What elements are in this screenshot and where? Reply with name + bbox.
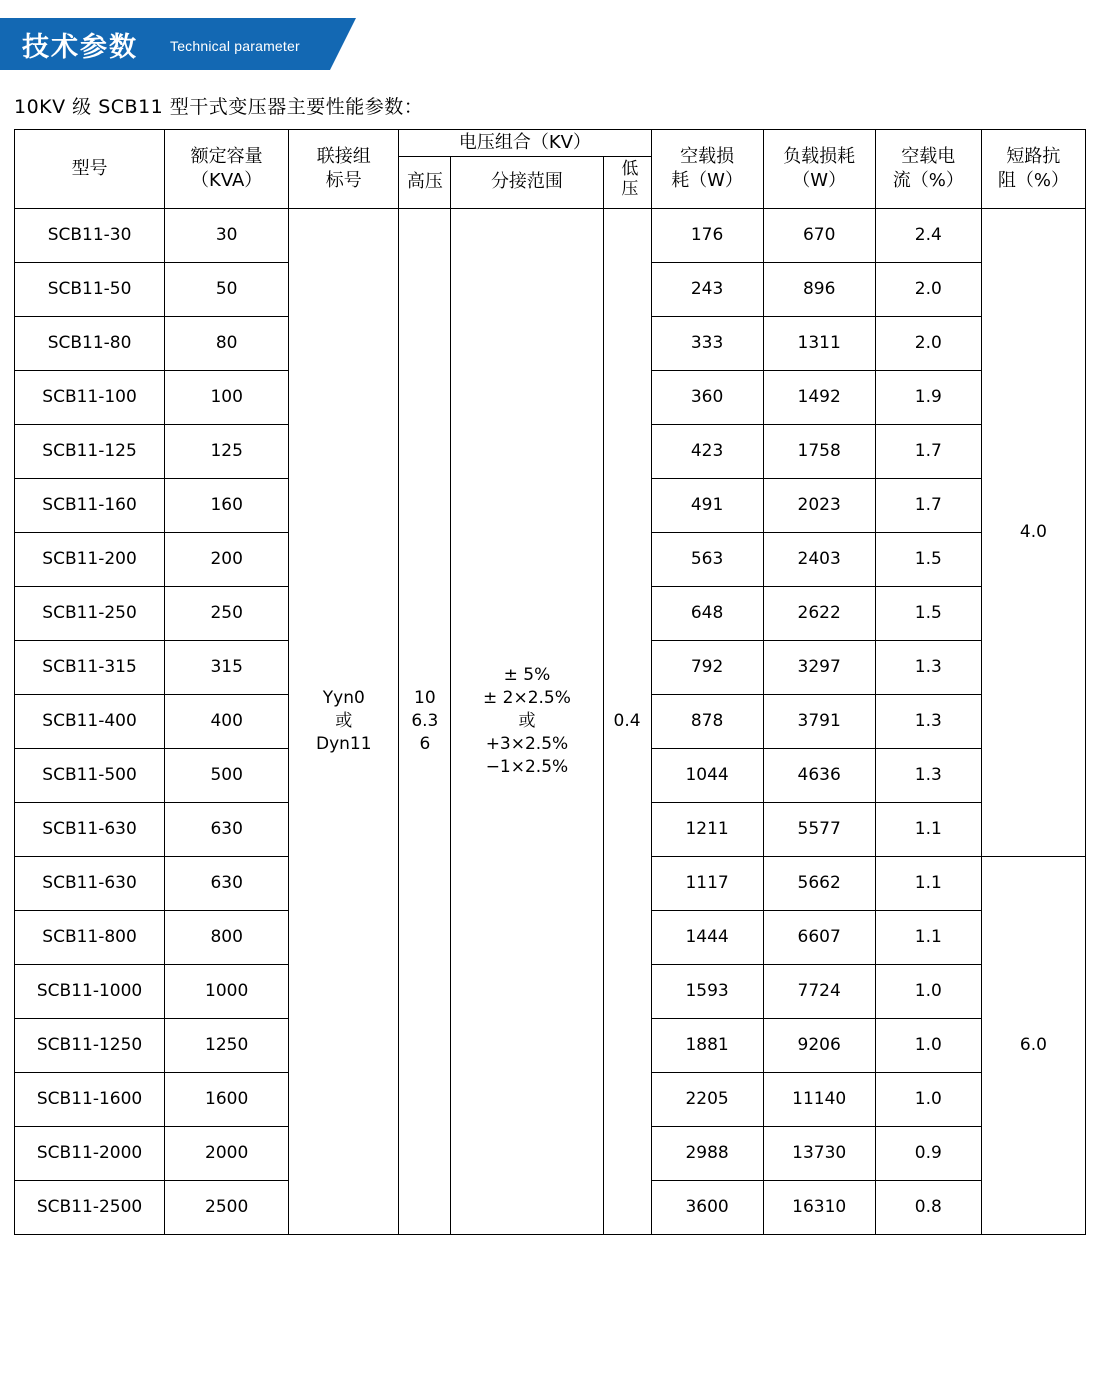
header-rated-capacity-line1: 额定容量 (190, 145, 263, 167)
cell-no-load-current: 1.7 (875, 479, 981, 533)
cell-load-loss: 2023 (763, 479, 875, 533)
header-connection-line2: 标号 (325, 170, 362, 191)
cell-no-load-current: 1.3 (875, 749, 981, 803)
cell-load-loss: 7724 (763, 965, 875, 1019)
header-impedance-line2: 阻（%） (997, 170, 1069, 191)
header-no-load-loss (651, 130, 763, 209)
cell-model: SCB11-2000 (15, 1127, 165, 1181)
tap-value-3: 或 (518, 711, 536, 732)
cell-no-load-current: 1.5 (875, 533, 981, 587)
cell-load-loss: 16310 (763, 1181, 875, 1235)
cell-no-load-loss: 563 (651, 533, 763, 587)
cell-lv-voltage: 0.4 (603, 209, 651, 1235)
cell-capacity: 630 (165, 857, 289, 911)
cell-no-load-current: 1.0 (875, 1019, 981, 1073)
cell-no-load-loss: 1044 (651, 749, 763, 803)
cell-load-loss: 1311 (763, 317, 875, 371)
cell-impedance-group-top: 4.0 (981, 209, 1085, 857)
cell-no-load-current: 0.8 (875, 1181, 981, 1235)
cell-no-load-current: 0.9 (875, 1127, 981, 1181)
cell-model: SCB11-800 (15, 911, 165, 965)
table-row (15, 209, 1086, 263)
cell-load-loss: 896 (763, 263, 875, 317)
cell-no-load-loss: 1444 (651, 911, 763, 965)
cell-model: SCB11-400 (15, 695, 165, 749)
cell-no-load-current: 2.0 (875, 317, 981, 371)
cell-no-load-loss: 423 (651, 425, 763, 479)
cell-capacity: 100 (165, 371, 289, 425)
cell-no-load-current: 1.1 (875, 803, 981, 857)
cell-no-load-loss: 2988 (651, 1127, 763, 1181)
table-body (15, 209, 1086, 1235)
cell-capacity: 800 (165, 911, 289, 965)
table-head (15, 130, 1086, 209)
cell-no-load-current: 2.4 (875, 209, 981, 263)
header-rated-capacity (165, 130, 289, 209)
cell-connection-group (289, 209, 399, 1235)
table-caption: 10KV 级 SCB11 型干式变压器主要性能参数： (14, 96, 424, 118)
cell-no-load-loss: 2205 (651, 1073, 763, 1127)
cell-capacity: 125 (165, 425, 289, 479)
cell-no-load-loss: 360 (651, 371, 763, 425)
cell-no-load-current: 1.3 (875, 695, 981, 749)
cell-no-load-current: 1.7 (875, 425, 981, 479)
header-no-load-current (875, 130, 981, 209)
cell-capacity: 500 (165, 749, 289, 803)
cell-capacity: 1250 (165, 1019, 289, 1073)
cell-capacity: 2000 (165, 1127, 289, 1181)
header-connection-group (289, 130, 399, 209)
cell-model: SCB11-50 (15, 263, 165, 317)
cell-impedance-group-bottom: 6.0 (981, 857, 1085, 1235)
hv-value-1: 10 (414, 688, 436, 709)
cell-no-load-loss: 1881 (651, 1019, 763, 1073)
cell-model: SCB11-500 (15, 749, 165, 803)
header-load-loss-line2: （W） (792, 170, 847, 191)
connection-value-1: Yyn0 (322, 688, 365, 709)
cell-capacity: 250 (165, 587, 289, 641)
cell-no-load-loss: 648 (651, 587, 763, 641)
cell-hv-voltage (399, 209, 451, 1235)
cell-no-load-current: 1.9 (875, 371, 981, 425)
cell-capacity: 2500 (165, 1181, 289, 1235)
cell-capacity: 30 (165, 209, 289, 263)
cell-model: SCB11-630 (15, 803, 165, 857)
connection-value-2: 或 (335, 711, 353, 732)
header-impedance-line1: 短路抗 (1006, 145, 1061, 167)
hv-value-3: 6 (419, 733, 431, 754)
cell-capacity: 200 (165, 533, 289, 587)
cell-capacity: 630 (165, 803, 289, 857)
header-no-load-current-line1: 空载电 (901, 145, 956, 167)
cell-no-load-current: 1.1 (875, 857, 981, 911)
cell-load-loss: 13730 (763, 1127, 875, 1181)
section-banner (0, 18, 360, 70)
cell-load-loss: 4636 (763, 749, 875, 803)
cell-capacity: 400 (165, 695, 289, 749)
cell-load-loss: 670 (763, 209, 875, 263)
cell-model: SCB11-315 (15, 641, 165, 695)
cell-model: SCB11-80 (15, 317, 165, 371)
header-model: 型号 (15, 130, 165, 209)
header-connection-line1: 联接组 (316, 145, 371, 167)
header-no-load-loss-line1: 空载损 (680, 145, 735, 167)
cell-model: SCB11-160 (15, 479, 165, 533)
cell-no-load-loss: 3600 (651, 1181, 763, 1235)
cell-model: SCB11-1600 (15, 1073, 165, 1127)
cell-tap-range (451, 209, 603, 1235)
cell-no-load-loss: 1211 (651, 803, 763, 857)
tap-value-5: −1×2.5% (485, 756, 569, 777)
cell-load-loss: 1758 (763, 425, 875, 479)
cell-model: SCB11-250 (15, 587, 165, 641)
cell-no-load-current: 1.3 (875, 641, 981, 695)
cell-capacity: 1600 (165, 1073, 289, 1127)
header-no-load-loss-line2: 耗（W） (671, 170, 743, 191)
cell-load-loss: 9206 (763, 1019, 875, 1073)
tap-value-2: ± 2×2.5% (482, 688, 571, 709)
cell-capacity: 160 (165, 479, 289, 533)
spec-table-wrapper (14, 129, 1086, 1235)
header-short-circuit-impedance (981, 130, 1085, 209)
banner-title-en: Technical parameter (170, 38, 300, 54)
cell-model: SCB11-200 (15, 533, 165, 587)
cell-model: SCB11-1000 (15, 965, 165, 1019)
cell-model: SCB11-125 (15, 425, 165, 479)
cell-load-loss: 2403 (763, 533, 875, 587)
cell-load-loss: 5662 (763, 857, 875, 911)
cell-load-loss: 3297 (763, 641, 875, 695)
header-row-1 (15, 130, 1086, 157)
cell-load-loss: 1492 (763, 371, 875, 425)
cell-model: SCB11-630 (15, 857, 165, 911)
cell-load-loss: 2622 (763, 587, 875, 641)
banner-title-cn: 技术参数 (22, 32, 138, 63)
tap-value-1: ± 5% (503, 665, 551, 686)
header-load-loss-line1: 负载损耗 (783, 145, 856, 167)
cell-capacity: 1000 (165, 965, 289, 1019)
cell-model: SCB11-30 (15, 209, 165, 263)
cell-load-loss: 11140 (763, 1073, 875, 1127)
cell-capacity: 80 (165, 317, 289, 371)
cell-no-load-loss: 1593 (651, 965, 763, 1019)
cell-capacity: 315 (165, 641, 289, 695)
header-hv: 高压 (399, 157, 451, 209)
spec-table (14, 129, 1086, 1235)
cell-model: SCB11-2500 (15, 1181, 165, 1235)
cell-no-load-loss: 176 (651, 209, 763, 263)
cell-no-load-current: 2.0 (875, 263, 981, 317)
header-rated-capacity-line2: （KVA） (191, 170, 263, 191)
cell-model: SCB11-100 (15, 371, 165, 425)
header-load-loss (763, 130, 875, 209)
cell-no-load-current: 1.1 (875, 911, 981, 965)
cell-no-load-loss: 491 (651, 479, 763, 533)
header-lv (603, 157, 651, 209)
cell-load-loss: 6607 (763, 911, 875, 965)
cell-no-load-loss: 1117 (651, 857, 763, 911)
cell-no-load-current: 1.0 (875, 965, 981, 1019)
cell-no-load-loss: 333 (651, 317, 763, 371)
cell-model: SCB11-1250 (15, 1019, 165, 1073)
cell-no-load-loss: 792 (651, 641, 763, 695)
header-tap-range: 分接范围 (451, 157, 603, 209)
cell-capacity: 50 (165, 263, 289, 317)
cell-no-load-current: 1.0 (875, 1073, 981, 1127)
header-lv-label: 低压 (617, 158, 638, 199)
cell-no-load-loss: 878 (651, 695, 763, 749)
cell-no-load-loss: 243 (651, 263, 763, 317)
connection-value-3: Dyn11 (316, 733, 372, 754)
header-voltage-combination: 电压组合（KV） (399, 130, 651, 157)
cell-load-loss: 3791 (763, 695, 875, 749)
tap-value-4: +3×2.5% (485, 733, 569, 754)
header-no-load-current-line2: 流（%） (892, 170, 964, 191)
cell-no-load-current: 1.5 (875, 587, 981, 641)
cell-load-loss: 5577 (763, 803, 875, 857)
hv-value-2: 6.3 (411, 711, 439, 732)
